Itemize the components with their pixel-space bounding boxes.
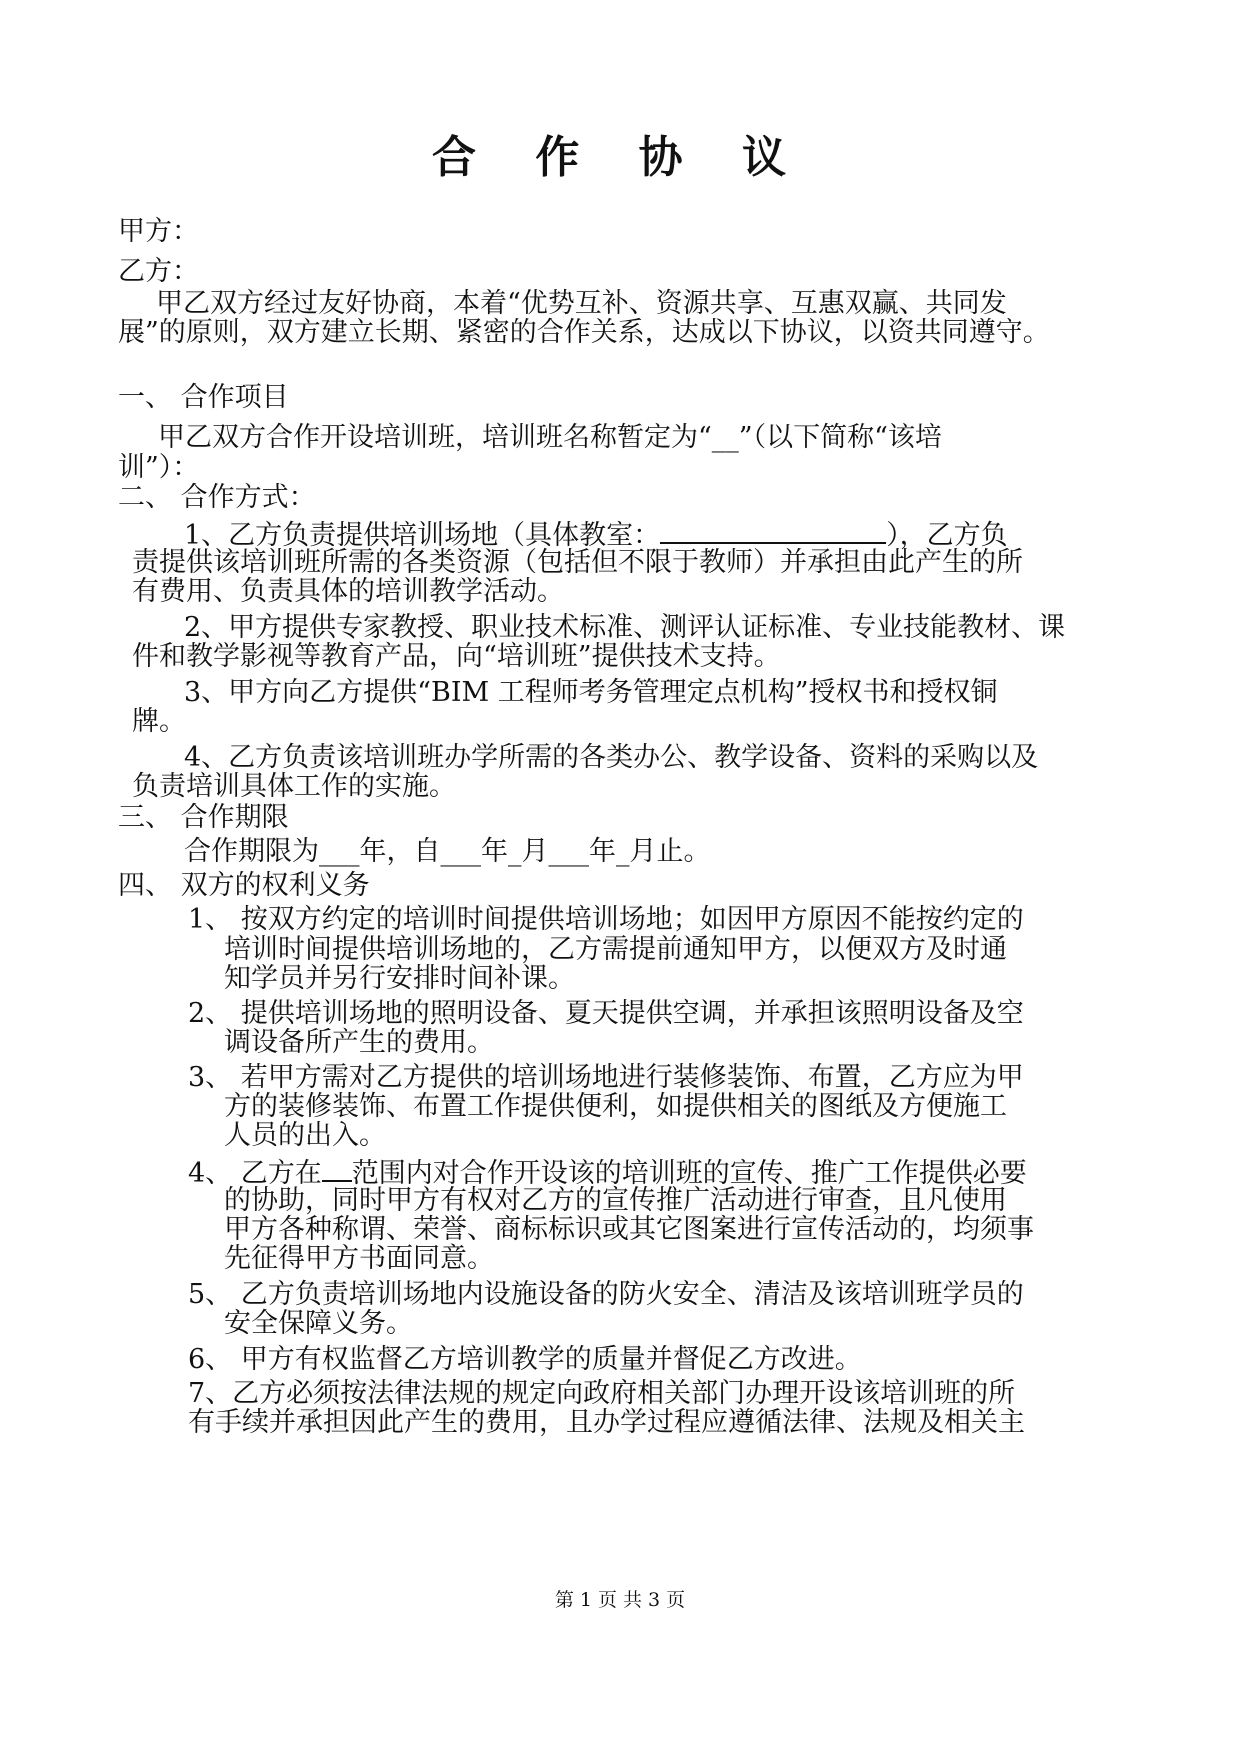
classroom-blank — [660, 516, 886, 544]
section-heading: 四、 双方的权利义务 — [118, 870, 370, 901]
scope-blank — [322, 1154, 352, 1182]
section-heading: 三、 合作期限 — [118, 802, 289, 833]
document-page: 合 作 协 议 甲方： 乙方： 甲乙双方经过友好协商，本着“优势互补、资源共享、互惠双赢、共同发 展”的原则，双方建立长期、紧密的合作关系，达成以下协议，以资共同遵守。 一、 合作项目 甲乙双方合作开设培训班，培训班名称暂定为“__”（以下简称“该培 训”）： 二、 合作方式： 1、乙方负责提供培训场地（具体教室： ），乙方负 责提供该培训班所需的各类资源（包括但不限于教师）并承担由此产生的所 有费用、负责具体的培训教学活动。 2、甲方提供专家教授、职业技术标准、测评认证标准、专业技能教材、课 件和教学影视等教育产品，向“培训班”提供技术支持。 3、甲方向乙方提供“BIM 工程师考务管理定点机构”授权书和授权铜 牌。 4、乙方负责该培训班办学所需的各类办公、教学设备、资料的采购以及 负责培训具体工作的实施。 三、 合作期限 合作期限为___年，自___年_月___年_月止。 四、 双方的权利义务 1、 按双方约定的培训时间提供培训场地；如因甲方原因不能按约定的 培训时间提供培训场地的，乙方需提前通知甲方，以便双方及时通 知学员并另行安排时间补课。 2、 提供培训场地的照明设备、夏天提供空调，并承担该照明设备及空 调设备所产生的费用。 3、 若甲方需对乙方提供的培训场地进行装修装饰、布置，乙方应为甲 方的装修装饰、布置工作提供便利，如提供相关的图纸及方便施工 人员的出入。 4、 乙方在 范围内对合作开设该的培训班的宣传、推广工作提供必要 的协助，同时甲方有权对乙方的宣传推广活动进行审查，且凡使用 甲方各种称谓、荣誉、商标标识或其它图案进行宣传活动的，均须事 先征得甲方书面同意。 5、 乙方负责培训场地内设施设备的防火安全、清洁及该培训班学员的 安全保障义务。 6、 甲方有权监督乙方培训教学的质量并督促乙方改进。 7、乙方必须按法律法规的规定向政府相关部门办理开设该培训班的所 有手续并承担因此产生的费用，且办学过程应遵循法律、法规及相关主 第 1 页 共 3 页 — [0, 0, 1240, 1754]
document-title: 合 作 协 议 — [432, 132, 808, 183]
section-heading: 二、 合作方式： — [118, 482, 316, 513]
section-heading: 一、 合作项目 — [118, 382, 289, 413]
party-b-label: 乙方： — [118, 256, 199, 287]
party-a-label: 甲方： — [118, 216, 199, 247]
page-footer: 第 1 页 共 3 页 — [554, 1589, 686, 1611]
